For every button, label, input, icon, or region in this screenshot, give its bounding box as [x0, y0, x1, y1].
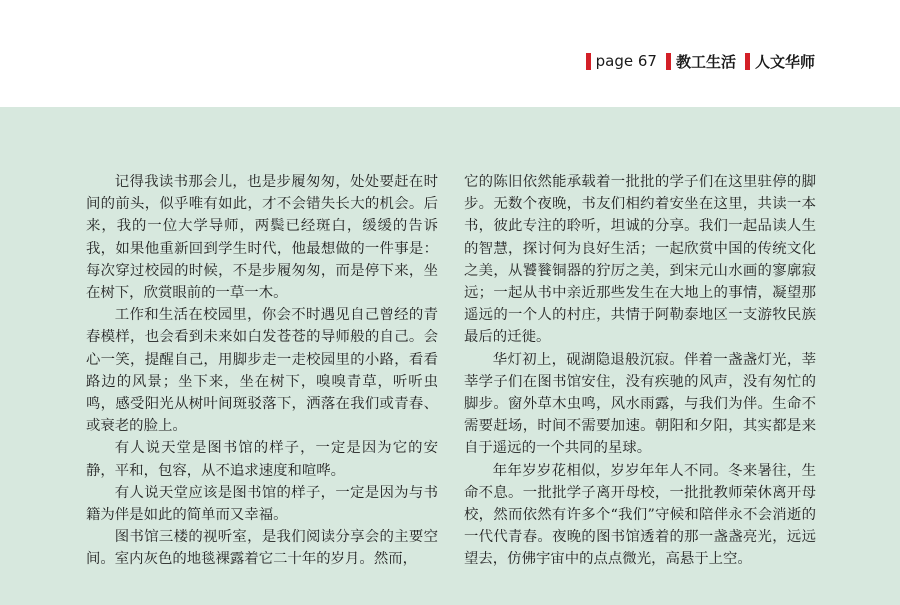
accent-bar: [586, 53, 591, 70]
page-number: [586, 52, 657, 70]
article-body: [0, 107, 900, 605]
page-number-label: page 67: [595, 52, 657, 70]
right-column: [464, 171, 816, 571]
left-column: [86, 171, 438, 571]
header-nav: [586, 51, 815, 71]
paragraph: 年年岁岁花相似，岁岁年年人不同。冬来暑往，生命不息。一批批学子离开母校，一批批教师荣休离开母校，然而依然有许多个“我们”守候和陪伴永不会消逝的一代代青春。夜晚的图书馆透着的那一盏盏亮光，远远望去，仿佛宇宙中的点点微光，高悬于上空。: [464, 462, 816, 568]
section-label: [666, 51, 736, 72]
page-header: [0, 0, 900, 107]
paragraph: 有人说天堂应该是图书馆的样子，一定是因为与书籍为伴是如此的简单而又幸福。: [86, 484, 438, 524]
column-label-text: 人文华师: [754, 52, 815, 71]
accent-bar: [666, 53, 671, 70]
paragraph: 有人说天堂是图书馆的样子，一定是因为它的安静，平和，包容，从不追求速度和喧哗。: [86, 440, 438, 479]
paragraph: 工作和生活在校园里，你会不时遇见自己曾经的青春模样，也会看到未来如白发苍苍的导师般的自己。会心一笑，提醒自己，用脚步走一走校园里的小路，看看路边的风景；坐下来，坐在树下，嗅嗅青草，听听虫鸣，感受阳光从树叶间斑驳落下，洒落在我们或青春、或衰老的脸上。: [86, 307, 438, 435]
paragraph-continuation: 它的陈旧依然能承载着一批批的学子们在这里驻停的脚步。无数个夜晚，书友们相约着安坐在这里，共读一本书，彼此专注的聆听，坦诚的分享。我们一起品读人生的智慧，探讨何为良好生活；一起欣赏中国的传统文化之美，从饕餮铜器的狞厉之美，到宋元山水画的寥廓寂远；一起从书中亲近那些发生在大地上的事情，凝望那遥远的一个人的村庄，共情于阿勒泰地区一支游牧民族最后的迁徙。: [464, 174, 816, 346]
accent-bar: [745, 53, 750, 70]
paragraph: 记得我读书那会儿，也是步履匆匆，处处要赶在时间的前头，似乎唯有如此，才不会错失长大的机会。后来，我的一位大学导师，两鬓已经斑白，缓缓的告诉我，如果他重新回到学生时代，他最想做的一件事是：每次穿过校园的时候，不是步履匆匆，而是停下来，坐在树下，欣赏眼前的一草一木。: [86, 174, 438, 302]
paragraph: 图书馆三楼的视听室，是我们阅读分享会的主要空间。室内灰色的地毯裸露着它二十年的岁月。然而，: [86, 529, 438, 568]
column-label: [745, 51, 815, 72]
section-label-text: 教工生活: [675, 52, 736, 71]
paragraph: 华灯初上，砚湖隐退般沉寂。伴着一盏盏灯光，莘莘学子们在图书馆安住，没有疾驰的风声，没有匆忙的脚步。窗外草木虫鸣，风水雨露，与我们为伴。生命不需要赶场，时间不需要加速。朝阳和夕阳，其实都是来自于遥远的一个共同的星球。: [464, 351, 816, 457]
